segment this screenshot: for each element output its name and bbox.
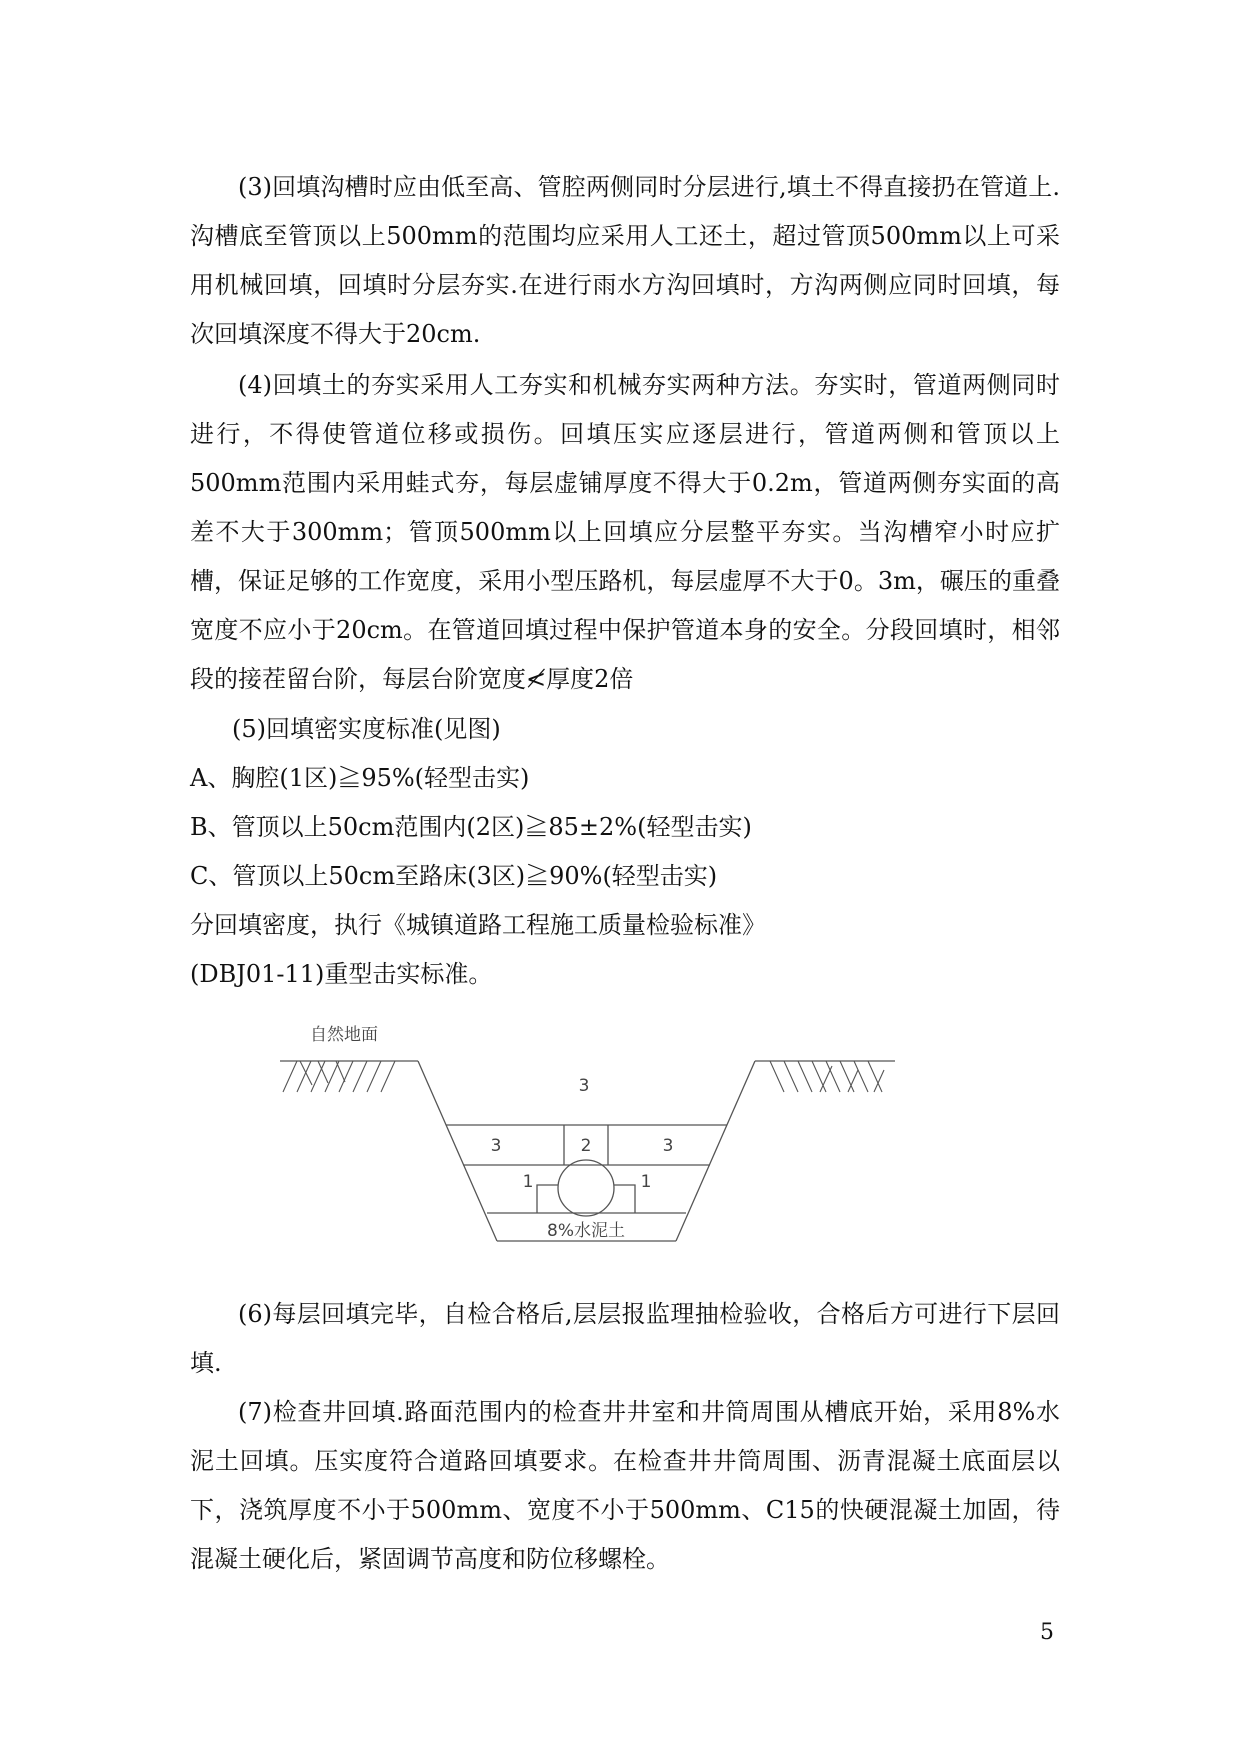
paragraph-7: (7)检查井回填.路面范围内的检查井井室和井筒周围从槽底开始，采用8%水泥土回填。压实度符合道路回填要求。在检查井井筒周围、沥青混凝土底面层以下，浇筑厚度不小于500mm、宽度不小于500mm、C15的快硬混凝土加固，待混凝土硬化后，紧固调节高度和防位移螺栓。: [190, 1398, 1060, 1573]
standard-item-c: C、管顶以上50cm至路床(3区)≧90%(轻型击实): [190, 862, 718, 890]
paragraph-4: (4)回填土的夯实采用人工夯实和机械夯实两种方法。夯实时，管道两侧同时进行，不得使管道位移或损伤。回填压实应逐层进行，管道两侧和管顶以上500mm范围内采用蛙式夯，每层虚铺厚度不得大于0.2m，管道两侧夯实面的高差不大于300mm；管顶500mm以上回填应分层整平夯实。当沟槽窄小时应扩槽，保证足够的工作宽度，采用小型压路机，每层虚厚不大于0。3m，碾压的重叠宽度不应小于20cm。在管道回填过程中保护管道本身的安全。分段回填时，相邻段的接茬留台阶，每层台阶宽度≮厚度2倍: [190, 371, 1060, 693]
ground-label: 自然地面: [310, 1025, 378, 1045]
zone-1-left-label: 1: [522, 1172, 534, 1192]
standard-reference: (DBJ01-11)重型击实标准。: [190, 960, 493, 988]
zone-3-right-label: 3: [662, 1136, 674, 1156]
paragraph-5-title: (5)回填密实度标准(见图): [232, 715, 501, 743]
ground-hatching-left: [283, 1061, 395, 1092]
zone-1-right-label: 1: [640, 1172, 652, 1192]
zone-3-left-label: 3: [490, 1136, 502, 1156]
standard-item-a: A、胸腔(1区)≧95%(轻型击实): [190, 764, 530, 792]
page-number: 5: [1040, 1620, 1054, 1645]
cement-soil-base-label: 8%水泥土: [547, 1221, 625, 1241]
paragraph-6: (6)每层回填完毕，自检合格后,层层报监理抽检验收，合格后方可进行下层回填.: [190, 1300, 1060, 1377]
paragraph-3: (3)回填沟槽时应由低至高、管腔两侧同时分层进行,填土不得直接扔在管道上.沟槽底至管顶以上500mm的范围均应采用人工还土，超过管顶500mm以上可采用机械回填，回填时分层夯实.在进行雨水方沟回填时，方沟两侧应同时回填，每次回填深度不得大于20cm.: [190, 173, 1060, 348]
zone-2-label: 2: [580, 1136, 592, 1156]
zone-3-top-label: 3: [578, 1076, 590, 1096]
ground-hatching-right: [770, 1061, 884, 1092]
standard-note: 分回填密度，执行《城镇道路工程施工质量检验标准》: [190, 911, 766, 939]
standard-item-b: B、管顶以上50cm范围内(2区)≧85±2%(轻型击实): [190, 813, 752, 841]
